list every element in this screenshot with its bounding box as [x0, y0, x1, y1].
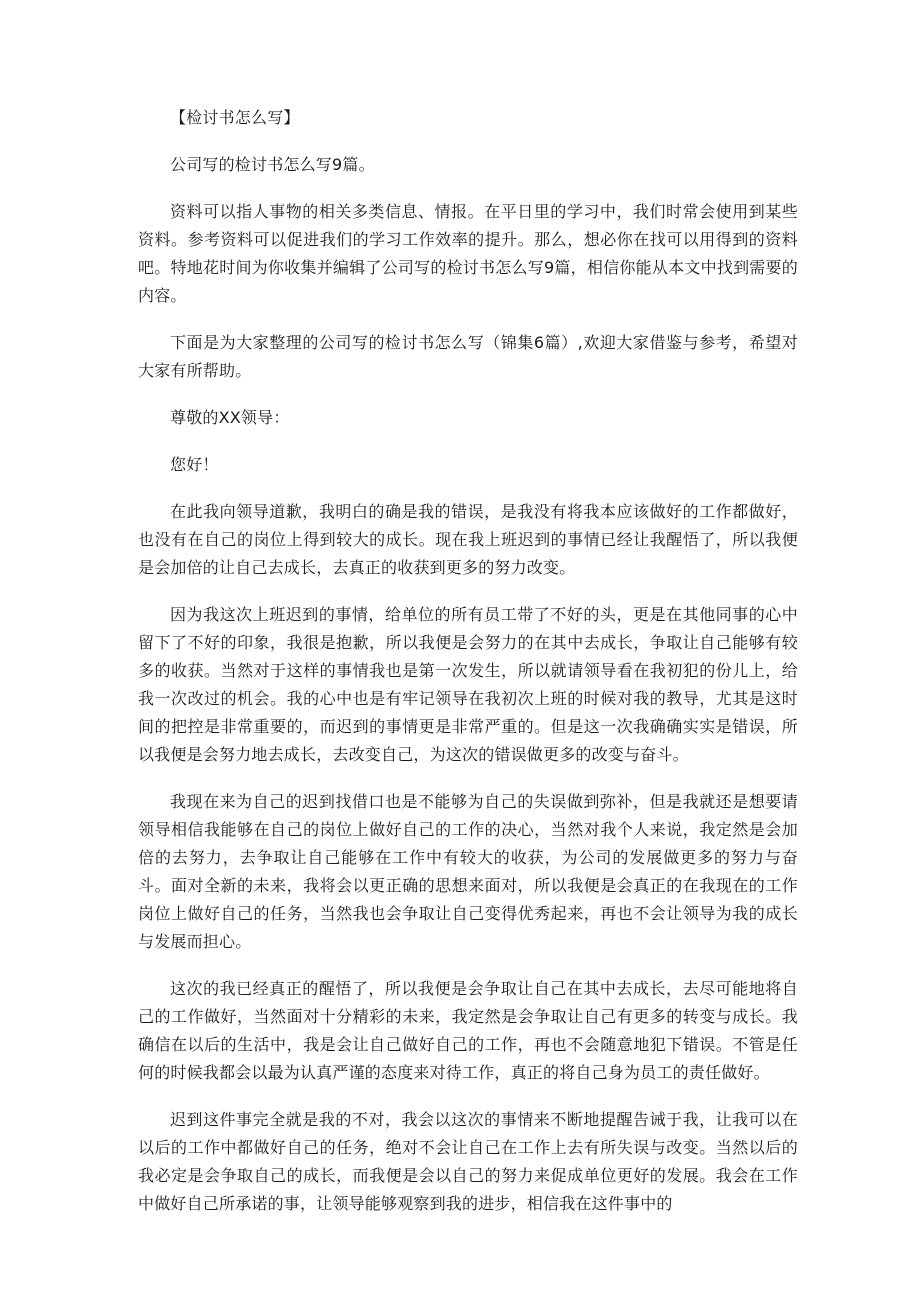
document-body [138, 104, 798, 1237]
salutation: 尊敬的XX领导： [170, 408, 290, 427]
greeting: 您好！ [170, 455, 219, 474]
body-paragraph: 因为我这次上班迟到的事情，给单位的所有员工带了不好的头，更是在其他同事的心中留下了不好的印象，我很是抱歉，所以我便是会努力的在其中去成长，争取让自己能够有较多的收获。当然对于这样的事情我也是第一次发生，所以就请领导看在我初犯的份儿上，给我一次改过的机会。我的心中也是有牢记领导在我初次上班的时候对我的教导，尤其是这时间的把控是非常重要的，而迟到的事情更是非常严重的。但是这一次我确确实实是错误，所以我便是会努力地去成长，去改变自己，为这次的错误做更多的改变与奋斗。 [138, 605, 798, 764]
body-paragraph: 在此我向领导道歉，我明白的确是我的错误，是我没有将我本应该做好的工作都做好，也没有在自己的岗位上得到较大的成长。现在我上班迟到的事情已经让我醒悟了，所以我便是会加倍的让自己去成长，去真正的收获到更多的努力改变。 [138, 502, 798, 577]
document-title: 【检讨书怎么写】 [170, 108, 300, 127]
intro-paragraph: 资料可以指人事物的相关多类信息、情报。在平日里的学习中，我们时常会使用到某些资料。参考资料可以促进我们的学习工作效率的提升。那么，想必你在找可以用得到的资料吧。特地花时间为你收集并编辑了公司写的检讨书怎么写9篇，相信你能从本文中找到需要的内容。 [138, 202, 798, 305]
body-paragraph: 这次的我已经真正的醒悟了，所以我便是会争取让自己在其中去成长，去尽可能地将自己的工作做好，当然面对十分精彩的未来，我定然是会争取让自己有更多的转变与成长。我确信在以后的生活中，我是会让自己做好自己的工作，再也不会随意地犯下错误。不管是任何的时候我都会以最为认真严谨的态度来对待工作，真正的将自己身为员工的责任做好。 [138, 979, 798, 1082]
body-paragraph: 迟到这件事完全就是我的不对，我会以这次的事情来不断地提醒告诫于我，让我可以在以后的工作中都做好自己的任务，绝对不会让自己在工作上去有所失误与改变。当然以后的我必定是会争取自己的成长，而我便是会以自己的努力来促成单位更好的发展。我会在工作中做好自己所承诺的事，让领导能够观察到我的进步，相信我在这件事中的 [138, 1110, 798, 1213]
document-subtitle: 公司写的检讨书怎么写9篇。 [170, 155, 375, 174]
body-paragraph: 我现在来为自己的迟到找借口也是不能够为自己的失误做到弥补，但是我就还是想要请领导相信我能够在自己的岗位上做好自己的工作的决心，当然对我个人来说，我定然是会加倍的去努力，去争取让自己能够在工作中有较大的收获，为公司的发展做更多的努力与奋斗。面对全新的未来，我将会以更正确的思想来面对，所以我便是会真正的在我现在的工作岗位上做好自己的任务，当然我也会争取让自己变得优秀起来，再也不会让领导为我的成长与发展而担心。 [138, 792, 798, 951]
lead-paragraph: 下面是为大家整理的公司写的检讨书怎么写（锦集6篇）,欢迎大家借鉴与参考，希望对大家有所帮助。 [138, 333, 798, 380]
